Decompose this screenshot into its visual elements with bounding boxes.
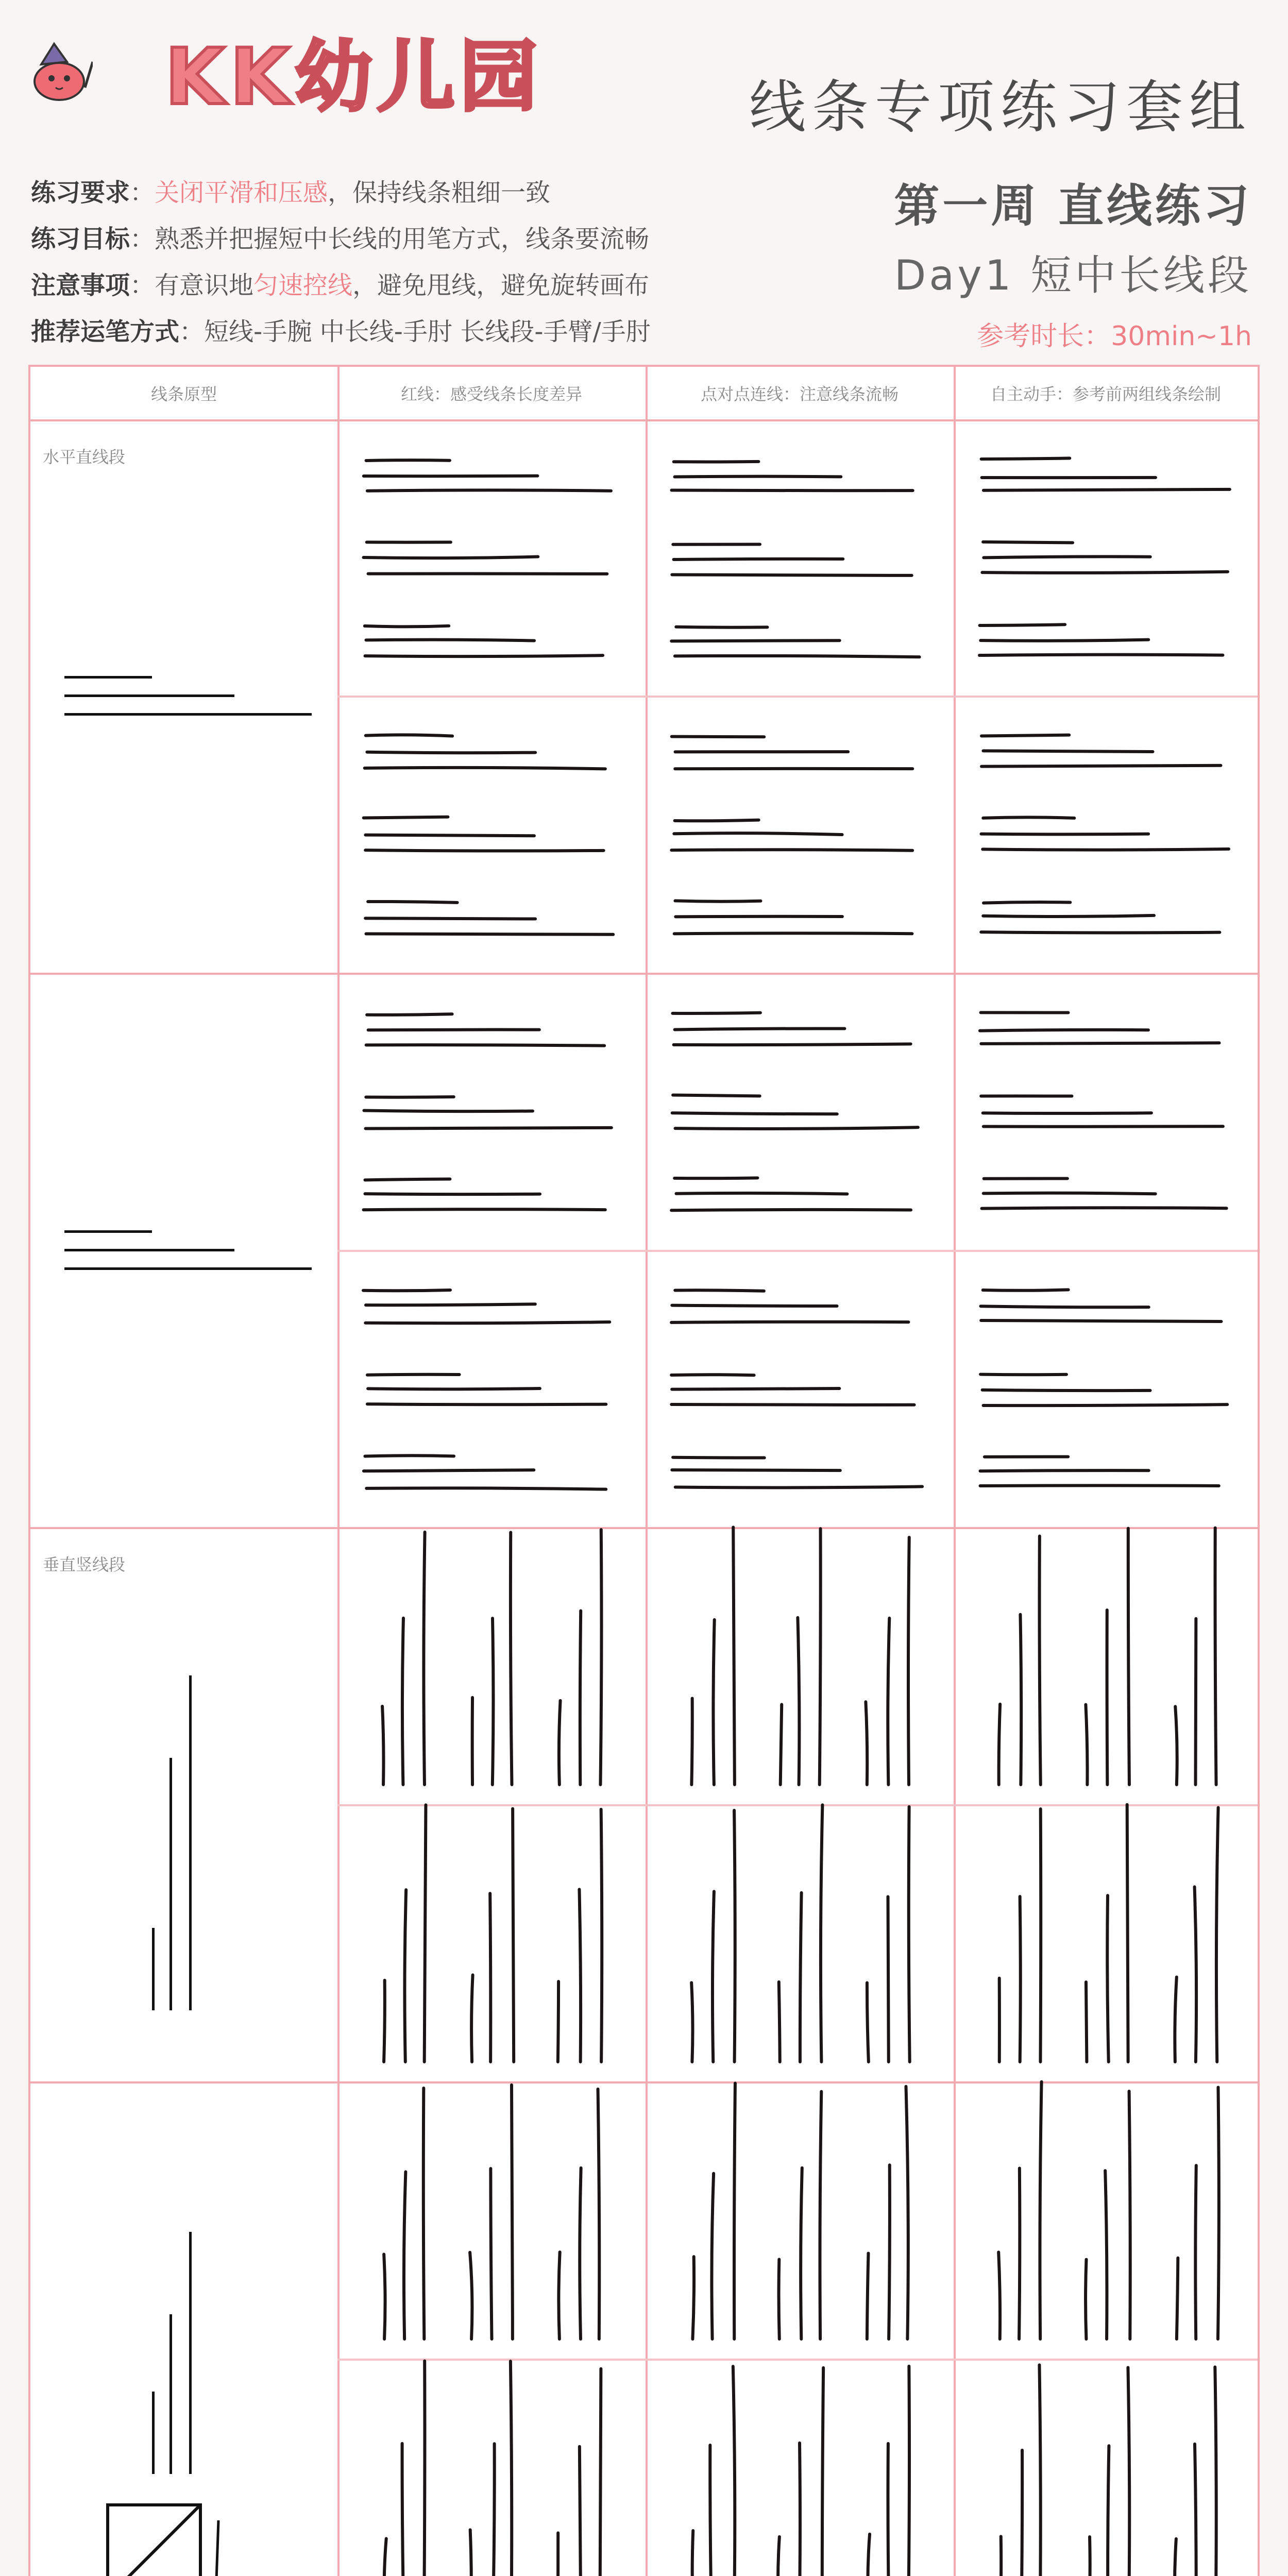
practice-stroke xyxy=(404,2172,405,2339)
week-title: 第一周 直线练习 xyxy=(894,179,1252,232)
practice-stroke xyxy=(980,1030,1148,1031)
brand-title: KK幼儿园 xyxy=(165,32,543,122)
practice-stroke xyxy=(1215,1528,1216,1785)
practice-stroke xyxy=(365,626,449,627)
practice-stroke xyxy=(384,2538,386,2576)
practice-stroke xyxy=(364,1470,534,1471)
practice-stroke xyxy=(513,1809,514,2062)
practice-stroke xyxy=(365,768,605,769)
practice-stroke xyxy=(1175,2539,1176,2576)
practice-stroke xyxy=(363,1290,450,1291)
practice-stroke xyxy=(1216,1808,1218,2062)
column-header-freehand: 自主动手：参考前两组线条绘制 xyxy=(990,384,1221,404)
practice-stroke xyxy=(801,2168,802,2339)
practice-stroke xyxy=(888,1618,889,1785)
practice-stroke xyxy=(820,2092,821,2339)
practice-stroke xyxy=(672,1388,839,1389)
practice-stroke xyxy=(983,751,1153,752)
practice-stroke xyxy=(820,1529,821,1785)
practice-stroke xyxy=(425,1805,426,2062)
practice-stroke xyxy=(580,2447,581,2576)
practice-stroke xyxy=(674,933,912,934)
practice-stroke xyxy=(691,1699,692,1785)
practice-stroke xyxy=(382,1706,383,1785)
practice-stroke xyxy=(579,1889,581,2062)
practice-stroke xyxy=(675,1127,918,1129)
practice-stroke xyxy=(365,1179,450,1180)
practice-stroke xyxy=(365,918,535,919)
practice-stroke xyxy=(675,656,920,657)
practice-stroke xyxy=(984,489,1230,490)
practice-stroke xyxy=(779,1982,780,2062)
practice-stroke xyxy=(600,1530,601,1785)
requirement-line-4: 推荐运笔方式：短线-手腕 中长线-手肘 长线段-手臂/手肘 xyxy=(31,317,651,346)
practice-stroke xyxy=(889,2165,890,2339)
reference-time: 参考时长：30min~1h xyxy=(977,321,1252,352)
practice-stroke xyxy=(867,2253,869,2339)
practice-stroke xyxy=(674,1044,911,1045)
practice-stroke xyxy=(1019,2168,1020,2339)
practice-stroke xyxy=(364,1209,605,1210)
practice-stroke xyxy=(1175,1977,1176,2062)
practice-stroke xyxy=(981,766,1221,767)
practice-stroke xyxy=(1175,1706,1177,1785)
practice-stroke xyxy=(1021,2450,1022,2576)
practice-stroke xyxy=(384,1980,385,2062)
practice-stroke xyxy=(423,2088,425,2339)
practice-stroke xyxy=(365,850,603,851)
practice-stroke xyxy=(1086,1705,1087,1785)
practice-stroke xyxy=(1107,1895,1108,2062)
practice-stroke xyxy=(980,1485,1218,1486)
practice-stroke xyxy=(822,2368,823,2576)
practice-stroke xyxy=(675,820,759,821)
practice-stroke xyxy=(672,1113,837,1114)
practice-stroke xyxy=(674,559,843,560)
practice-stroke xyxy=(1127,1805,1128,2062)
section-label-horizontal: 水平直线段 xyxy=(43,447,126,467)
practice-stroke xyxy=(580,1611,581,1785)
practice-stroke xyxy=(1129,2091,1130,2339)
practice-stroke xyxy=(1195,2444,1196,2576)
day-title: Day1 短中长线段 xyxy=(894,251,1252,299)
practice-stroke xyxy=(365,1128,611,1129)
practice-stroke xyxy=(868,2534,870,2576)
practice-stroke xyxy=(798,1618,799,1785)
practice-stroke xyxy=(1177,2258,1178,2339)
practice-stroke xyxy=(1040,1809,1041,2062)
practice-stroke xyxy=(366,1488,606,1489)
practice-stroke xyxy=(998,2252,1000,2339)
practice-stroke xyxy=(909,1807,910,2062)
practice-stroke xyxy=(671,1404,914,1405)
practice-stroke xyxy=(713,1620,714,1785)
practice-stroke xyxy=(1020,1896,1021,2062)
requirement-line-3: 注意事项：有意识地匀速控线，避免甩线，避免旋转画布 xyxy=(31,271,650,300)
practice-stroke xyxy=(1086,1982,1087,2062)
practice-stroke xyxy=(1039,2365,1040,2576)
practice-stroke xyxy=(734,1810,735,2062)
practice-stroke xyxy=(733,1527,735,1785)
practice-stroke xyxy=(982,1390,1150,1391)
practice-stroke xyxy=(906,2087,908,2339)
practice-stroke xyxy=(908,2366,909,2576)
practice-stroke xyxy=(1040,1536,1041,1785)
practice-stroke xyxy=(580,2168,581,2339)
practice-stroke xyxy=(676,627,767,628)
practice-stroke xyxy=(1218,2087,1219,2339)
practice-stroke xyxy=(366,460,450,461)
practice-stroke xyxy=(471,1975,472,2062)
practice-stroke xyxy=(470,2252,472,2339)
practice-stroke xyxy=(675,1486,922,1487)
practice-stroke xyxy=(365,655,603,656)
practice-stroke xyxy=(983,817,1074,818)
practice-stroke xyxy=(673,1095,760,1096)
practice-stroke xyxy=(866,1702,867,1785)
practice-stroke xyxy=(365,1322,609,1323)
sheet-title: 线条专项练习套组 xyxy=(749,74,1252,140)
practice-stroke xyxy=(1107,1610,1108,1785)
practice-stroke xyxy=(983,916,1154,917)
practice-stroke xyxy=(981,1320,1221,1321)
practice-stroke xyxy=(511,2361,512,2576)
practice-stroke xyxy=(888,1897,889,2062)
practice-stroke xyxy=(671,490,912,491)
practice-stroke xyxy=(674,833,842,835)
practice-stroke xyxy=(713,1891,714,2062)
practice-stroke xyxy=(490,2168,492,2339)
practice-stroke xyxy=(982,849,1229,850)
practice-stroke xyxy=(984,1126,1223,1127)
practice-stroke xyxy=(980,640,1148,641)
practice-stroke xyxy=(365,1455,454,1456)
practice-stroke xyxy=(981,1043,1219,1044)
practice-stroke xyxy=(1105,2171,1107,2339)
practice-stroke xyxy=(984,902,1070,903)
practice-stroke xyxy=(711,2174,714,2339)
requirement-line-1: 练习要求：关闭平滑和压感，保持线条粗细一致 xyxy=(31,178,551,207)
practice-stroke xyxy=(734,2083,735,2339)
practice-stroke xyxy=(1108,2446,1109,2576)
practice-stroke xyxy=(733,2366,735,2576)
practice-stroke xyxy=(598,2089,600,2339)
practice-stroke xyxy=(1040,2082,1041,2339)
practice-stroke xyxy=(692,2257,694,2339)
practice-stroke xyxy=(402,2444,404,2576)
practice-stroke xyxy=(981,735,1069,736)
practice-stroke xyxy=(981,834,1148,835)
practice-stroke xyxy=(364,476,538,477)
practice-stroke xyxy=(423,1532,425,1785)
practice-stroke xyxy=(366,735,452,736)
practice-stroke xyxy=(600,2369,601,2576)
practice-stroke xyxy=(980,1470,1148,1471)
kk-mascot-icon xyxy=(31,41,93,103)
column-header-prototype: 线条原型 xyxy=(150,384,217,404)
practice-stroke xyxy=(867,1982,869,2062)
practice-stroke xyxy=(368,1388,540,1389)
practice-stroke xyxy=(984,1193,1156,1194)
practice-stroke xyxy=(691,1982,692,2062)
requirement-line-2: 练习目标：熟悉并把握短中长线的用笔方式，线条要流畅 xyxy=(31,225,650,253)
practice-stroke xyxy=(424,2361,425,2576)
practice-stroke xyxy=(781,1704,782,1785)
practice-stroke xyxy=(1128,1529,1129,1785)
practice-stroke xyxy=(671,640,839,641)
practice-stroke xyxy=(366,640,534,641)
practice-stroke xyxy=(692,2531,693,2576)
practice-stroke xyxy=(364,557,538,558)
practice-stroke xyxy=(980,624,1065,625)
practice-stroke xyxy=(364,1111,533,1112)
column-header-dot-to-dot: 点对点连线：注意线条流畅 xyxy=(700,384,899,404)
practice-stroke xyxy=(601,1809,602,2062)
practice-stroke xyxy=(675,1290,764,1291)
practice-stroke xyxy=(710,2445,711,2576)
practice-stroke xyxy=(983,1404,1227,1405)
practice-stroke xyxy=(1215,2367,1216,2576)
practice-stroke xyxy=(559,1701,561,1785)
practice-strokes xyxy=(30,367,1258,2576)
practice-stroke xyxy=(493,2444,495,2576)
practice-stroke xyxy=(1195,2165,1196,2339)
practice-stroke xyxy=(676,1193,847,1194)
practice-stroke xyxy=(983,542,1073,543)
practice-stroke xyxy=(1089,2537,1090,2576)
column-header-red-line: 红线：感受线条长度差异 xyxy=(400,384,582,404)
practice-stroke xyxy=(821,1805,822,2062)
practice-stroke xyxy=(367,752,535,753)
practice-stroke xyxy=(981,458,1070,459)
practice-stroke xyxy=(558,2252,560,2339)
practice-stroke xyxy=(366,1304,535,1305)
practice-stroke xyxy=(1195,1887,1197,2062)
practice-stroke xyxy=(671,1322,908,1323)
practice-stroke xyxy=(999,1704,1000,1785)
practice-stroke xyxy=(1020,1615,1021,1785)
practice-stroke xyxy=(404,1890,406,2062)
practice-stroke xyxy=(672,574,911,575)
practice-stroke xyxy=(980,1306,1148,1307)
practice-stroke xyxy=(984,556,1150,557)
practice-stroke xyxy=(981,932,1219,933)
practice-stroke xyxy=(364,817,448,818)
practice-stroke xyxy=(982,572,1228,573)
practice-stroke xyxy=(470,2530,471,2576)
section-label-vertical: 垂直竖线段 xyxy=(43,1555,126,1574)
practice-grid xyxy=(28,365,1260,2576)
practice-stroke xyxy=(675,1028,845,1029)
practice-stroke xyxy=(368,902,457,903)
practice-stroke xyxy=(511,1532,512,1785)
practice-stroke xyxy=(384,2255,385,2339)
practice-stroke xyxy=(365,835,534,836)
practice-stroke xyxy=(402,1618,403,1785)
practice-stroke xyxy=(800,1893,802,2062)
practice-stroke xyxy=(512,2085,513,2339)
practice-stroke xyxy=(908,1537,909,1785)
practice-stroke xyxy=(778,2537,779,2576)
practice-stroke xyxy=(493,1618,494,1785)
practice-stroke xyxy=(1128,2367,1129,2576)
practice-stroke xyxy=(888,2444,889,2576)
practice-stroke xyxy=(367,1014,452,1015)
